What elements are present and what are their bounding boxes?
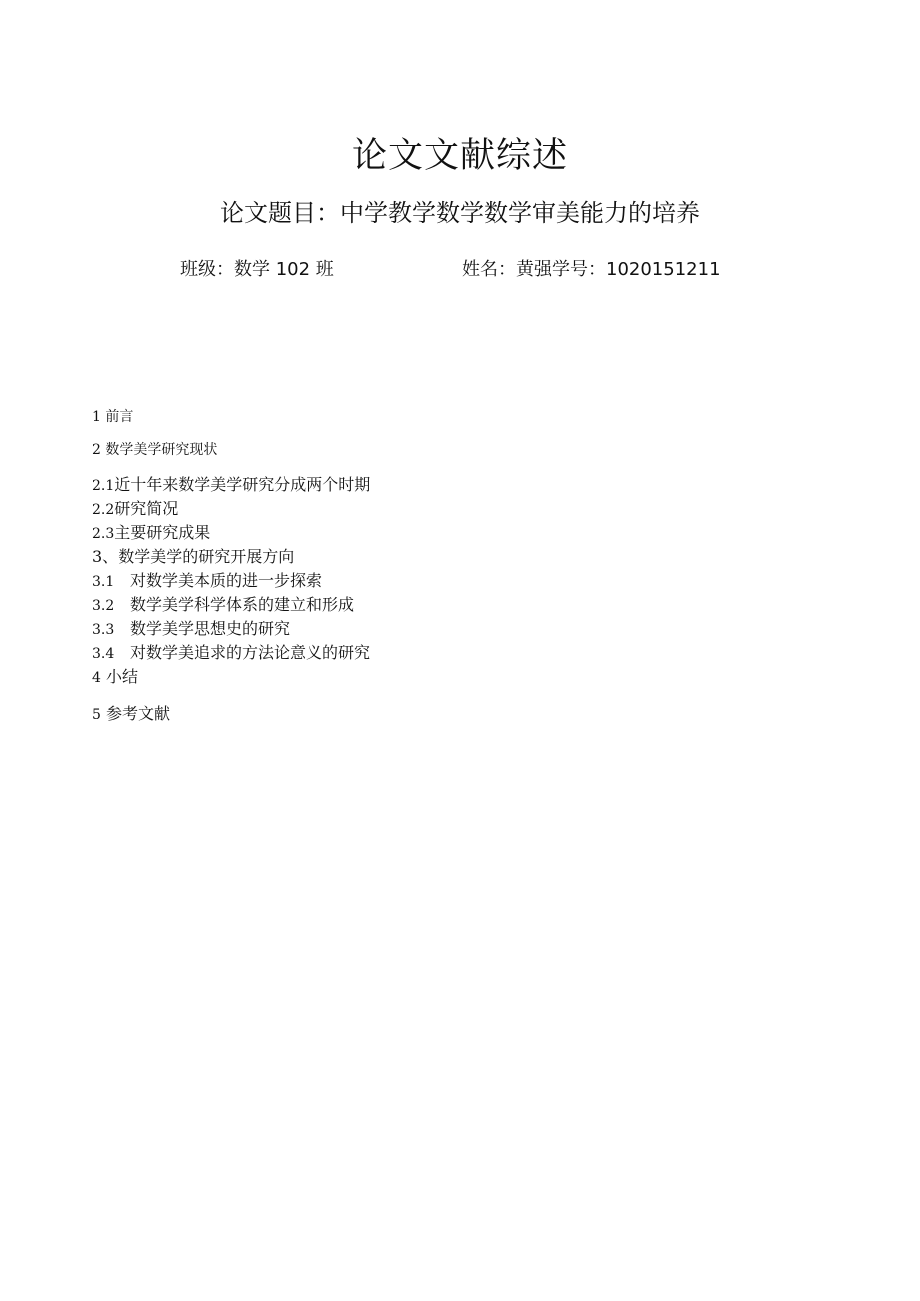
student-name-id: 姓名：黄强学号：1020151211 bbox=[462, 259, 721, 280]
toc-item-number: 2 bbox=[92, 442, 101, 458]
toc-item-3-1 bbox=[92, 573, 322, 589]
toc-item-2-3 bbox=[92, 525, 210, 541]
class-info: 班级：数学 102 班 bbox=[180, 259, 334, 280]
toc-item-text: 数学美学研究现状 bbox=[105, 442, 218, 458]
toc-item-text: 参考文献 bbox=[106, 704, 171, 723]
toc-item-number: 5 bbox=[92, 707, 101, 723]
toc-item-5 bbox=[92, 706, 170, 722]
toc-item-text: 前言 bbox=[105, 409, 134, 425]
toc-item-number: 2.1 bbox=[92, 478, 115, 494]
toc-item-2 bbox=[92, 443, 217, 457]
toc-item-text: 研究简况 bbox=[114, 499, 179, 518]
toc-item-number: 3.1 bbox=[92, 574, 115, 590]
toc-item-number: 2.3 bbox=[92, 526, 115, 542]
toc-item-text: 近十年来数学美学研究分成两个时期 bbox=[114, 475, 371, 494]
toc-item-text: 对数学美追求的方法论意义的研究 bbox=[130, 643, 371, 662]
toc-item-number: 1 bbox=[92, 409, 101, 425]
toc-item-number: 3.2 bbox=[92, 598, 115, 614]
toc-item-text: 对数学美本质的进一步探索 bbox=[130, 571, 323, 590]
toc-item-3-3 bbox=[92, 621, 290, 637]
toc-item-4 bbox=[92, 669, 138, 685]
toc-item-3-2 bbox=[92, 597, 354, 613]
toc-item-number: 3、 bbox=[92, 547, 119, 566]
thesis-topic: 论文题目：中学教学数学数学审美能力的培养 bbox=[220, 199, 700, 227]
toc-item-3-4 bbox=[92, 645, 370, 661]
toc-item-number: 3.3 bbox=[92, 622, 115, 638]
toc-item-3 bbox=[92, 549, 294, 565]
toc-item-text: 主要研究成果 bbox=[114, 523, 211, 542]
toc-item-text: 数学美学的研究开展方向 bbox=[118, 547, 295, 566]
toc-item-number: 2.2 bbox=[92, 502, 115, 518]
toc-item-2-1 bbox=[92, 477, 370, 493]
toc-item-2-2 bbox=[92, 501, 178, 517]
toc-item-text: 数学美学科学体系的建立和形成 bbox=[130, 595, 355, 614]
document-title: 论文文献综述 bbox=[351, 136, 568, 176]
toc-item-1 bbox=[92, 410, 133, 424]
toc-item-number: 3.4 bbox=[92, 646, 115, 662]
toc-item-number: 4 bbox=[92, 670, 101, 686]
toc-item-text: 小结 bbox=[106, 667, 139, 686]
toc-item-text: 数学美学思想史的研究 bbox=[130, 619, 291, 638]
